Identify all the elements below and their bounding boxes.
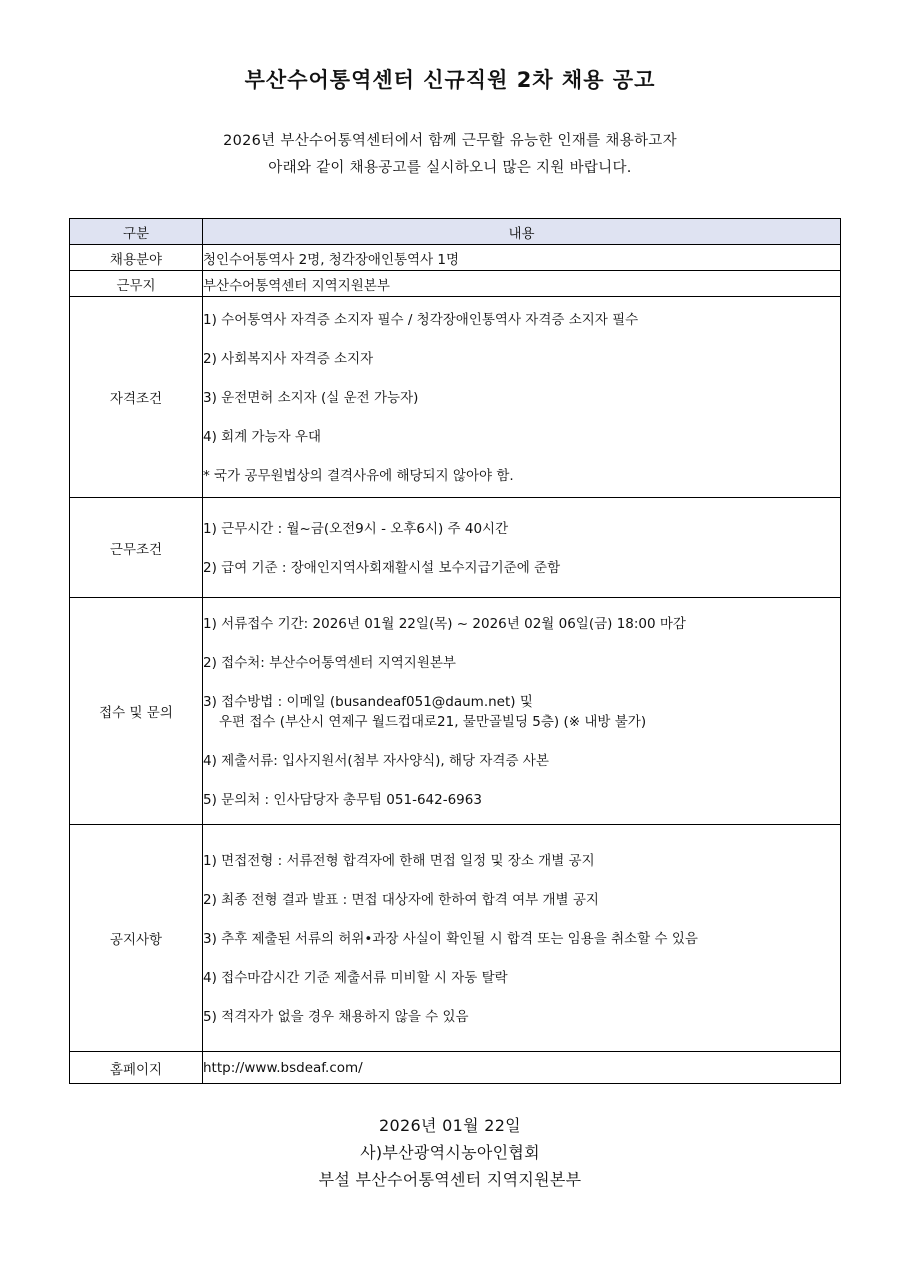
condition-item-1: 1) 근무시간 : 월~금(오전9시 - 오후6시) 주 40시간 xyxy=(203,521,509,537)
intro-line-1: 2026년 부산수어통역센터에서 함께 근무할 유능한 인재를 채용하고자 xyxy=(223,133,677,149)
application-item-2: 2) 접수처: 부산수어통역센터 지역지원본부 xyxy=(203,655,456,671)
header-category: 구분 xyxy=(70,219,203,245)
footer-organization: 사)부산광역시농아인협회 xyxy=(360,1143,540,1162)
qualification-item-2: 2) 사회복지사 자격증 소지자 xyxy=(203,351,374,367)
intro-text xyxy=(0,128,900,182)
condition-item-2: 2) 급여 기준 : 장애인지역사회재활시설 보수지급기준에 준함 xyxy=(203,560,561,576)
notice-item-3: 3) 추후 제출된 서류의 허위•과장 사실이 확인될 시 합격 또는 임용을 취소할 수 있음 xyxy=(203,931,698,947)
content-workplace: 부산수어통역센터 지역지원본부 xyxy=(203,271,841,297)
content-field: 청인수어통역사 2명, 청각장애인통역사 1명 xyxy=(203,245,841,271)
table-row-notices xyxy=(70,825,841,1052)
label-qualifications: 자격조건 xyxy=(70,297,203,498)
qualification-note: * 국가 공무원법상의 결격사유에 해당되지 않아야 함. xyxy=(203,468,514,484)
application-item-3 xyxy=(203,692,840,732)
table-row-workplace xyxy=(70,271,841,297)
label-field: 채용분야 xyxy=(70,245,203,271)
notice-item-2: 2) 최종 전형 결과 발표 : 면접 대상자에 한하여 합격 여부 개별 공지 xyxy=(203,892,599,908)
notice-item-1: 1) 면접전형 : 서류전형 합격자에 한해 면접 일정 및 장소 개별 공지 xyxy=(203,853,595,869)
application-item-4: 4) 제출서류: 입사지원서(첨부 자사양식), 해당 자격증 사본 xyxy=(203,753,549,769)
page-title: 부산수어통역센터 신규직원 2차 채용 공고 xyxy=(244,68,656,92)
application-item-3-text: 3) 접수방법 : 이메일 (busandeaf051@daum.net) 및 xyxy=(203,694,533,710)
qualification-item-4: 4) 회계 가능자 우대 xyxy=(203,429,322,445)
notice-item-4: 4) 접수마감시간 기준 제출서류 미비할 시 자동 탈락 xyxy=(203,970,508,986)
content-application xyxy=(203,598,841,825)
application-item-3-continuation: 우편 접수 (부산시 연제구 월드컵대로21, 물만골빌딩 5층) (※ 내방 불가) xyxy=(219,714,647,730)
table-row-field xyxy=(70,245,841,271)
application-item-1: 1) 서류접수 기간: 2026년 01월 22일(목) ~ 2026년 02월 06일(금) 18:00 마감 xyxy=(203,616,686,632)
footer-date: 2026년 01월 22일 xyxy=(379,1116,521,1135)
intro-line-2: 아래와 같이 채용공고를 실시하오니 많은 지원 바랍니다. xyxy=(268,160,632,176)
homepage-link[interactable]: http://www.bsdeaf.com/ xyxy=(203,1052,841,1084)
label-workplace: 근무지 xyxy=(70,271,203,297)
content-qualifications xyxy=(203,297,841,498)
recruitment-table xyxy=(69,218,841,1084)
table-row-homepage xyxy=(70,1052,841,1084)
application-item-5: 5) 문의처 : 인사담당자 총무팀 051-642-6963 xyxy=(203,792,482,808)
label-conditions: 근무조건 xyxy=(70,498,203,598)
content-notices xyxy=(203,825,841,1052)
table-row-qualifications xyxy=(70,297,841,498)
label-homepage: 홈페이지 xyxy=(70,1052,203,1084)
qualification-item-1: 1) 수어통역사 자격증 소지자 필수 / 청각장애인통역사 자격증 소지자 필수 xyxy=(203,312,639,328)
table-header-row xyxy=(70,219,841,245)
header-content: 내용 xyxy=(203,219,841,245)
table-row-conditions xyxy=(70,498,841,598)
footer xyxy=(0,1112,900,1193)
table-row-application xyxy=(70,598,841,825)
label-application: 접수 및 문의 xyxy=(70,598,203,825)
footer-center: 부설 부산수어통역센터 지역지원본부 xyxy=(318,1170,582,1189)
qualification-item-3: 3) 운전면허 소지자 (실 운전 가능자) xyxy=(203,390,419,406)
content-conditions xyxy=(203,498,841,598)
label-notices: 공지사항 xyxy=(70,825,203,1052)
notice-item-5: 5) 적격자가 없을 경우 채용하지 않을 수 있음 xyxy=(203,1009,469,1025)
